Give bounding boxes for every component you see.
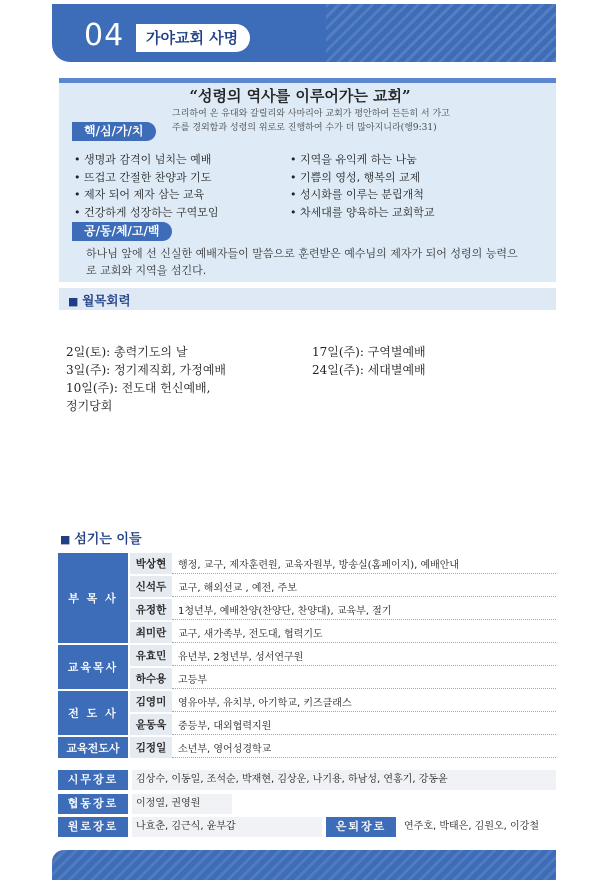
- office-elders-names: 김상수, 이동일, 조석순, 박재현, 김상운, 나기용, 하남성, 연홍기, 강동윤: [136, 774, 448, 785]
- monthly-item: 3일(주): 정기제직회, 가정예배: [66, 363, 226, 377]
- staff-name: 김영미: [128, 691, 172, 712]
- staff-table: [58, 551, 556, 760]
- staff-duty: 고등부: [172, 668, 556, 689]
- staff-name: 최미란: [128, 622, 172, 643]
- category-cell: 전 도 사: [58, 691, 128, 735]
- core-values-tag: 핵/심/가/치: [72, 122, 156, 141]
- page-title: 가야교회 사명: [136, 24, 250, 52]
- staff-name: 유정한: [128, 599, 172, 620]
- table-row: [58, 714, 556, 735]
- monthly-item: 17일(주): 구역별예배: [312, 345, 426, 359]
- staff-name: 유효민: [128, 645, 172, 666]
- table-row: [58, 599, 556, 620]
- table-row: [58, 622, 556, 643]
- assoc-elders-row: [58, 794, 556, 814]
- office-elders-label: 시무장로: [58, 770, 128, 790]
- table-row: [58, 691, 556, 712]
- common-goal-text: 하나님 앞에 선 신실한 예배자들이 말씀으로 훈련받은 예수님의 제자가 되어 성령의 능력으로 교회와 지역을 섬긴다.: [86, 247, 518, 277]
- staff-duty: 교구, 해외선교 , 예전, 주보: [172, 576, 556, 597]
- core-value-item: • 뜨겁고 간절한 찬양과 기도: [74, 169, 219, 187]
- category-cell: 교육목사: [58, 645, 128, 689]
- assoc-elders-names: 이정열, 권영원: [136, 798, 201, 809]
- staff-duty: 중등부, 대외협력지원: [172, 714, 556, 735]
- monthly-item: 2일(토): 총력기도의 날: [66, 345, 188, 359]
- category-cell: 교육전도사: [58, 737, 128, 758]
- office-elders-row: [58, 770, 556, 790]
- staff-name: 신석두: [128, 576, 172, 597]
- verse-line: 주를 경외함과 성령의 위로로 진행하여 수가 더 많아지니라(행9:31): [172, 123, 437, 133]
- staff-name: 박상현: [128, 553, 172, 574]
- emeritus-elders-names: 나효춘, 김근식, 윤부갑: [136, 821, 236, 832]
- monthly-right-list: [312, 343, 532, 379]
- staff-duty: 영유아부, 유치부, 아기학교, 키즈클래스: [172, 691, 556, 712]
- assoc-elders-label: 협동장로: [58, 794, 128, 814]
- core-values-right: [290, 151, 435, 221]
- table-row: [58, 553, 556, 574]
- monthly-left-list: [66, 343, 286, 415]
- staff-duty: 행정, 교구, 제자훈련원, 교육자원부, 방송실(홈페이지), 예배안내: [172, 553, 556, 574]
- common-goal-tag: 공/동/체/고/백: [72, 222, 172, 241]
- core-value-item: • 지역을 유익케 하는 나눔: [290, 151, 435, 169]
- core-value-item: • 성시화를 이루는 분립개척: [290, 186, 435, 204]
- category-cell: 부 목 사: [58, 553, 128, 643]
- retired-elders-names: 연주호, 박태은, 김원오, 이강철: [404, 821, 539, 832]
- core-value-item: • 기쁨의 영성, 행복의 교제: [290, 169, 435, 187]
- retired-elders-label: 은퇴장로: [326, 817, 396, 837]
- staff-title: ■ 섬기는 이들: [60, 528, 142, 547]
- monthly-title: ■ 월목회력: [68, 291, 131, 309]
- monthly-item: 정기당회: [66, 399, 113, 413]
- emeritus-elders-label: 원로장로: [58, 817, 128, 837]
- panel-top-bar: [59, 78, 556, 83]
- section-number: 04: [84, 18, 125, 53]
- core-value-item: • 건강하게 성장하는 구역모임: [74, 204, 219, 222]
- emeritus-elders-row: [58, 817, 556, 837]
- church-motto: “성령의 역사를 이루어가는 교회”: [189, 87, 411, 105]
- scripture-verse: [172, 107, 542, 135]
- monthly-section-bar: [59, 288, 556, 310]
- core-values-left: [74, 151, 219, 221]
- core-value-item: • 제자 되어 제자 삼는 교육: [74, 186, 219, 204]
- core-value-item: • 차세대를 양육하는 교회학교: [290, 204, 435, 222]
- staff-duty: 1청년부, 예배찬양(찬양단, 찬양대), 교육부, 절기: [172, 599, 556, 620]
- table-row: [58, 737, 556, 758]
- banner-stripes: [326, 4, 556, 62]
- staff-duty: 교구, 새가족부, 전도대, 협력기도: [172, 622, 556, 643]
- staff-duty: 유년부, 2청년부, 성서연구원: [172, 645, 556, 666]
- staff-name: 윤동욱: [128, 714, 172, 735]
- staff-name: 김정일: [128, 737, 172, 758]
- staff-duty: 소년부, 영어성경학교: [172, 737, 556, 758]
- table-row: [58, 576, 556, 597]
- monthly-item: 24일(주): 세대별예배: [312, 363, 426, 377]
- table-row: [58, 668, 556, 689]
- header-banner: [52, 4, 556, 62]
- staff-name: 하수용: [128, 668, 172, 689]
- monthly-item: 10일(주): 전도대 헌신예배,: [66, 381, 211, 395]
- verse-line: 그리하여 온 유대와 갈릴리와 사마리아 교회가 평안하여 든든히 서 가고: [172, 109, 450, 119]
- table-row: [58, 645, 556, 666]
- core-value-item: • 생명과 감격이 넘치는 예배: [74, 151, 219, 169]
